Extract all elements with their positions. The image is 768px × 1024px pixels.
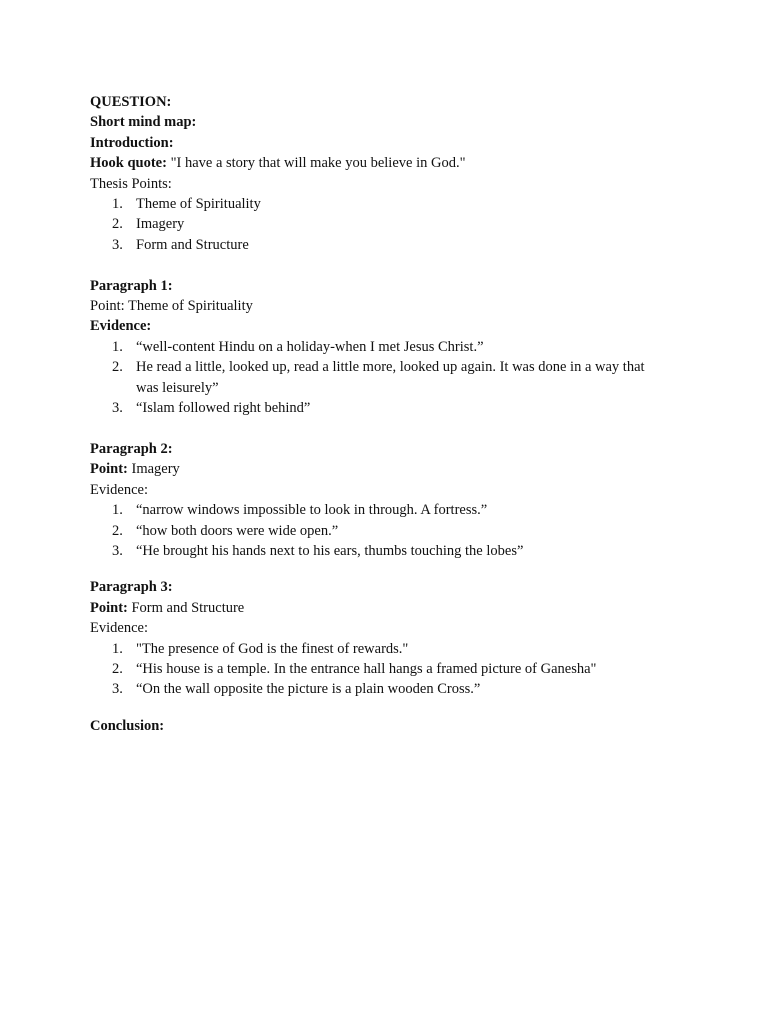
list-number: 3.: [112, 236, 123, 253]
list-item: [90, 500, 690, 520]
list-number: 2.: [112, 359, 123, 376]
list-item-text: “He brought his hands next to his ears, thumbs touching the lobes”: [136, 542, 524, 559]
list-item: [90, 357, 690, 398]
list-item-text: “His house is a temple. In the entrance hall hangs a framed picture of Ganesha": [136, 660, 597, 677]
list-number: 2.: [112, 216, 123, 233]
list-item-text: “On the wall opposite the picture is a plain wooden Cross.”: [136, 681, 481, 698]
paragraph-1-evidence-list: [90, 337, 690, 419]
hook-quote-line: [90, 153, 690, 173]
list-number: 1.: [112, 338, 123, 355]
paragraph-1-evidence-label: Evidence:: [90, 318, 152, 335]
list-number: 3.: [112, 542, 123, 559]
list-item-text: “narrow windows impossible to look in through. A fortress.”: [136, 502, 488, 519]
paragraph-2-point: [90, 459, 690, 479]
list-item: [90, 679, 690, 699]
list-item-text: “Islam followed right behind”: [136, 400, 311, 417]
list-item-text: “how both doors were wide open.”: [136, 522, 339, 539]
list-item: [90, 639, 690, 659]
paragraph-3-evidence-list: [90, 639, 690, 700]
list-item-text: "The presence of God is the finest of rewards.": [136, 640, 409, 657]
paragraph-3-point: [90, 598, 690, 618]
paragraph-1-heading: Paragraph 1:: [90, 277, 173, 294]
mind-map-heading: Short mind map:: [90, 114, 197, 131]
conclusion-heading: Conclusion:: [90, 717, 165, 734]
list-number: 3.: [112, 681, 123, 698]
paragraph-3-point-label: Point:: [90, 599, 128, 616]
list-number: 3.: [112, 400, 123, 417]
list-item: [90, 541, 690, 561]
paragraph-2-point-value: Imagery: [131, 461, 180, 478]
hook-quote-text: "I have a story that will make you believe in God.": [170, 155, 466, 172]
list-item: [90, 194, 690, 214]
list-item-text: “well-content Hindu on a holiday-when I met Jesus Christ.”: [136, 338, 484, 355]
paragraph-2-heading: Paragraph 2:: [90, 440, 173, 457]
hook-quote-label: Hook quote:: [90, 155, 167, 172]
list-item: [90, 337, 690, 357]
introduction-heading: Introduction:: [90, 134, 174, 151]
paragraph-2-evidence-label: Evidence:: [90, 481, 148, 498]
list-item: [90, 398, 690, 418]
paragraph-2-point-label: Point:: [90, 461, 128, 478]
list-number: 2.: [112, 522, 123, 539]
thesis-points-label: Thesis Points:: [90, 175, 172, 192]
list-item-text: Form and Structure: [136, 236, 249, 253]
list-item: [90, 214, 690, 234]
list-item-text: Imagery: [136, 216, 185, 233]
document-page: [90, 92, 690, 736]
list-number: 1.: [112, 196, 123, 213]
question-heading: QUESTION:: [90, 94, 172, 110]
list-number: 1.: [112, 502, 123, 519]
list-item: [90, 521, 690, 541]
list-item: [90, 235, 690, 255]
list-item-text: Theme of Spirituality: [136, 196, 261, 213]
list-number: 1.: [112, 640, 123, 657]
list-number: 2.: [112, 660, 123, 677]
paragraph-3-evidence-label: Evidence:: [90, 620, 148, 637]
list-item: [90, 659, 690, 679]
thesis-points-list: [90, 194, 690, 255]
list-item-text: He read a little, looked up, read a little more, looked up again. It was done in a way that was leisurely”: [136, 359, 645, 396]
paragraph-2-evidence-list: [90, 500, 690, 561]
paragraph-1-point: Point: Theme of Spirituality: [90, 298, 253, 315]
paragraph-3-point-value: Form and Structure: [131, 599, 245, 616]
paragraph-3-heading: Paragraph 3:: [90, 579, 173, 596]
